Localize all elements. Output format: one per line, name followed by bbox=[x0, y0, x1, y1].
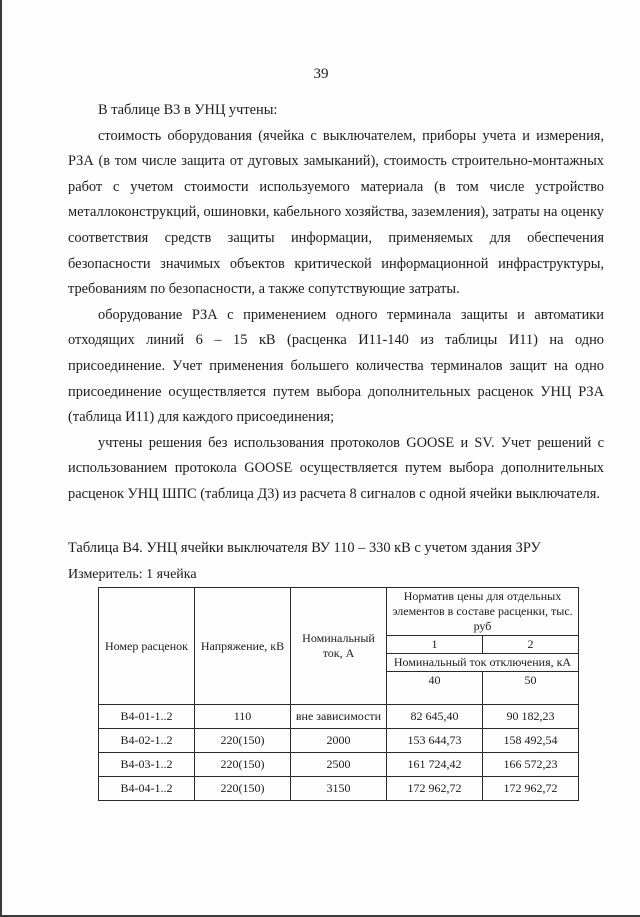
price-table bbox=[98, 587, 579, 801]
header-norm: Норматив цены для отдельных элементов в составе расценки, тыс. руб bbox=[387, 588, 579, 636]
cell-code: В4-04-1..2 bbox=[99, 777, 195, 801]
table-caption: Таблица В4. УНЦ ячейки выключателя ВУ 110 – 330 кВ с учетом здания ЗРУ bbox=[68, 540, 541, 556]
cell-voltage: 220(150) bbox=[195, 777, 291, 801]
cell-value-1: 161 724,42 bbox=[387, 753, 483, 777]
cell-value-1: 82 645,40 bbox=[387, 705, 483, 729]
cell-value-2: 90 182,23 bbox=[483, 705, 579, 729]
cell-current: 2000 bbox=[291, 729, 387, 753]
page-number: 39 bbox=[313, 66, 329, 82]
paragraph-equipment-cost: стоимость оборудования (ячейка с выключателем, приборы учета и измерения, РЗА (в том числе защита от дуговых замыканий), стоимость строительно-монтажных работ с учетом стоимости используемого материала (в том числе устройство металлоконструкций, ошиновки, кабельного хозяйства, заземления), затраты на оценку соответствия средств защиты информации, применяемых для обеспечения безопасности значимых объектов критической информационной инфраструктуры, требованиям по безопасности, а также сопутствующие затраты. bbox=[68, 127, 604, 298]
header-col-1: 1 bbox=[387, 636, 483, 654]
cell-code: В4-01-1..2 bbox=[99, 705, 195, 729]
cell-voltage: 110 bbox=[195, 705, 291, 729]
header-break-50: 50 bbox=[483, 672, 579, 705]
body-text bbox=[68, 98, 604, 508]
cell-code: В4-03-1..2 bbox=[99, 753, 195, 777]
header-code: Номер расценок bbox=[99, 588, 195, 705]
header-col-2: 2 bbox=[483, 636, 579, 654]
unit-line: Измеритель: 1 ячейка bbox=[68, 567, 197, 582]
header-break-40: 40 bbox=[387, 672, 483, 705]
header-current: Номинальный ток, А bbox=[291, 588, 387, 705]
cell-value-2: 166 572,23 bbox=[483, 753, 579, 777]
header-breaking-current: Номинальный ток отключения, кА bbox=[387, 654, 579, 672]
paragraph-intro: В таблице В3 в УНЦ учтены: bbox=[98, 102, 278, 118]
cell-current: 3150 bbox=[291, 777, 387, 801]
cell-value-2: 158 492,54 bbox=[483, 729, 579, 753]
cell-voltage: 220(150) bbox=[195, 753, 291, 777]
table-row bbox=[99, 729, 579, 753]
cell-value-2: 172 962,72 bbox=[483, 777, 579, 801]
table-header-row bbox=[99, 588, 579, 636]
header-voltage: Напряжение, кВ bbox=[195, 588, 291, 705]
table-row bbox=[99, 705, 579, 729]
table-row bbox=[99, 777, 579, 801]
cell-code: В4-02-1..2 bbox=[99, 729, 195, 753]
cell-current: вне зависимости bbox=[291, 705, 387, 729]
cell-value-1: 172 962,72 bbox=[387, 777, 483, 801]
paragraph-rza-equipment: оборудование РЗА с применением одного терминала защиты и автоматики отходящих линий 6 – 15 кВ (расценка И11-140 из таблицы И11) на одно присоединение. Учет применения большего количества терминалов защит на одно присоединение осуществляется путем выбора дополнительных расценок УНЦ РЗА (таблица И11) для каждого присоединения; bbox=[68, 306, 604, 426]
cell-voltage: 220(150) bbox=[195, 729, 291, 753]
table-row bbox=[99, 753, 579, 777]
cell-value-1: 153 644,73 bbox=[387, 729, 483, 753]
paragraph-goose-sv: учтены решения без использования протоколов GOOSE и SV. Учет решений с использованием протокола GOOSE осуществляется путем выбора дополнительных расценок УНЦ ШПС (таблица Д3) из расчета 8 сигналов с одной ячейки выключателя. bbox=[68, 434, 604, 502]
cell-current: 2500 bbox=[291, 753, 387, 777]
